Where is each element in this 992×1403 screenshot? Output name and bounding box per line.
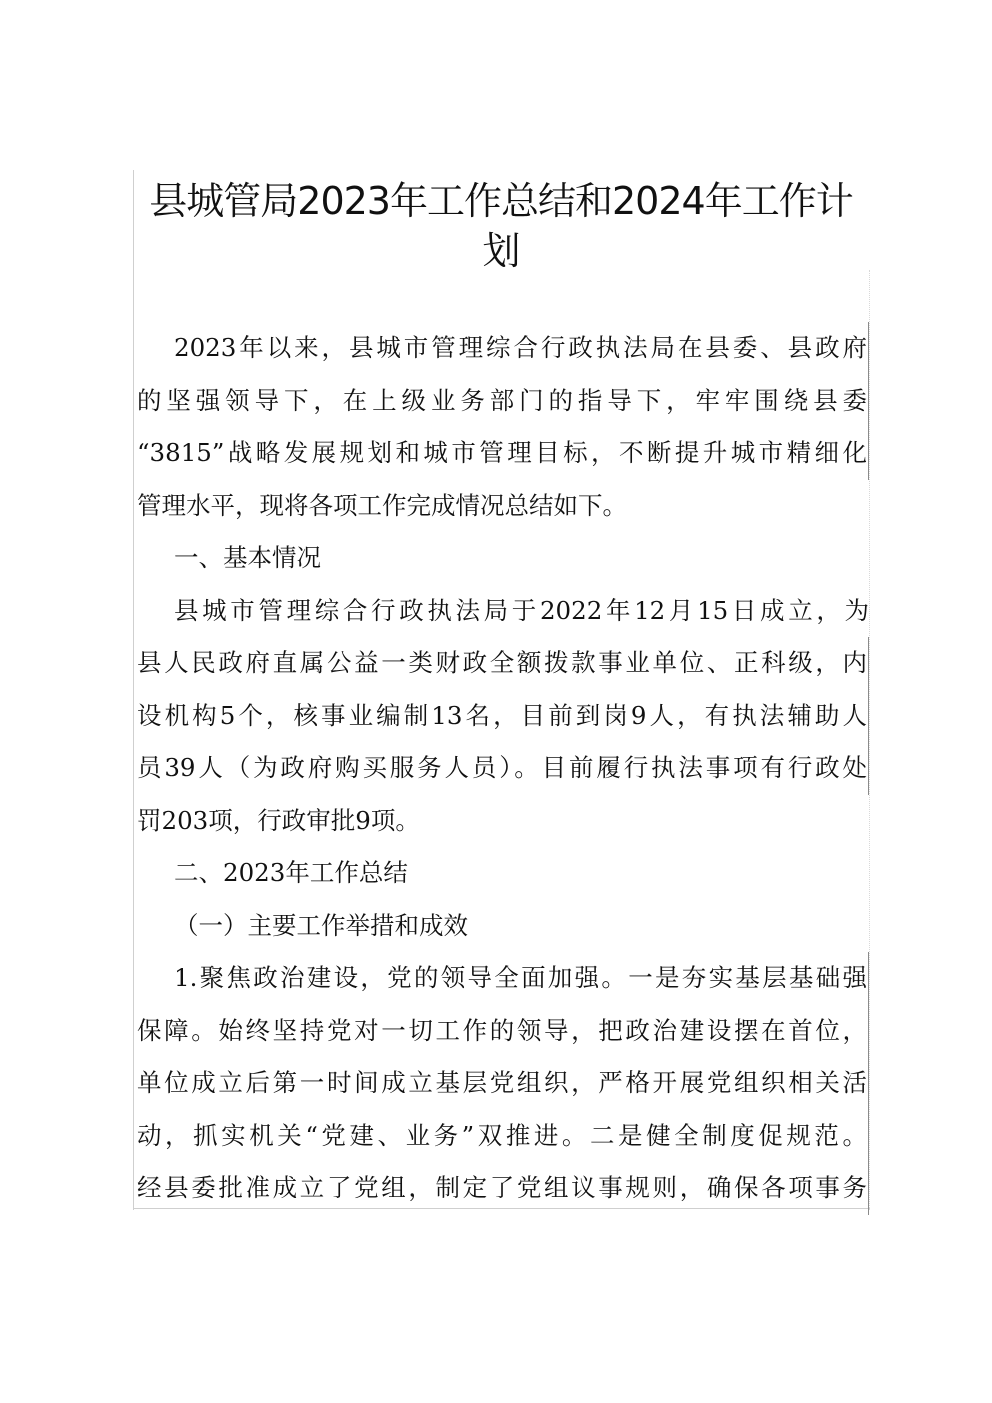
section-heading: 一、基本情况 — [174, 543, 321, 572]
paragraph-line: 管理水平，现将各项工作完成情况总结如下。 — [137, 490, 627, 520]
paragraph-line: 1.聚焦政治建设，党的领导全面加强。一是夯实基层基础强 — [137, 952, 869, 1005]
paragraph-line: 县人民政府直属公益一类财政全额拨款事业单位、正科级，内 — [137, 637, 869, 690]
document-title-line-1: 县城管局2023年工作总结和2024年工作计 — [149, 179, 853, 223]
paragraph-line: 的坚强领导下，在上级业务部门的指导下，牢牢围绕县委 — [137, 375, 869, 428]
document-body — [137, 322, 869, 1215]
paragraph-line: 设机构5个，核事业编制13名，目前到岗9人，有执法辅助人 — [137, 690, 869, 743]
paragraph-line: 动，抓实机关“党建、业务”双推进。二是健全制度促规范。 — [137, 1110, 869, 1163]
paragraph-line: 罚203项，行政审批9项。 — [137, 805, 420, 835]
frame-right-border — [869, 270, 870, 1210]
paragraph-line: 2023年以来，县城市管理综合行政执法局在县委、县政府 — [137, 322, 869, 375]
paragraph-line: 县城市管理综合行政执法局于2022年12月15日成立，为 — [174, 595, 869, 625]
paragraph-line: 单位成立后第一时间成立基层党组织，严格开展党组织相关活 — [137, 1057, 869, 1110]
frame-left-border — [133, 170, 134, 1210]
paragraph-line: 保障。始终坚持党对一切工作的领导，把政治建设摆在首位， — [137, 1005, 869, 1058]
section-heading: 二、2023年工作总结 — [174, 858, 408, 887]
paragraph-line: 经县委批准成立了党组，制定了党组议事规则，确保各项事务 — [137, 1162, 869, 1215]
paragraph-line: 员39人（为政府购买服务人员）。目前履行执法事项有行政处 — [137, 742, 869, 795]
paragraph-line: “3815”战略发展规划和城市管理目标，不断提升城市精细化 — [137, 427, 869, 480]
subsection-heading: （一）主要工作举措和成效 — [174, 910, 468, 940]
document-title-line-2: 划 — [482, 229, 520, 273]
document-title — [135, 176, 867, 276]
